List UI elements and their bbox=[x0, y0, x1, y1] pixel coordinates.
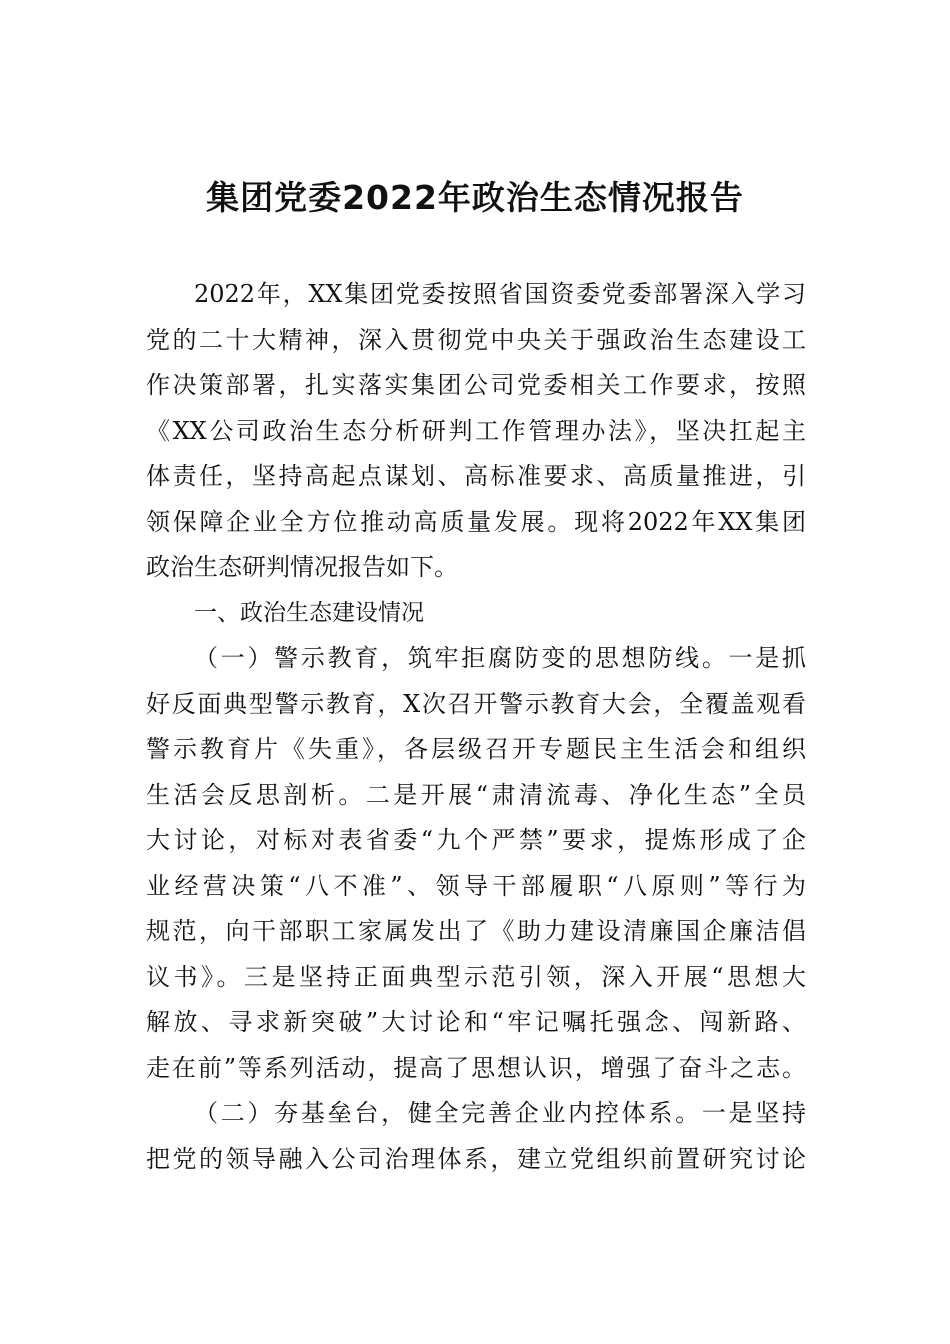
paragraph-line: 业经营决策“八不准”、领导干部履职“八原则”等行为 bbox=[146, 871, 806, 900]
paragraph-line: （一）警示教育，筑牢拒腐防变的思想防线。一是抓 bbox=[194, 644, 806, 672]
paragraph-line: 政治生态研判情况报告如下。 bbox=[146, 553, 458, 581]
document-title: 集团党委2022年政治生态情况报告 bbox=[206, 178, 744, 217]
paragraph-line: 走在前”等系列活动，提高了思想认识，增强了奋斗之志。 bbox=[146, 1053, 806, 1082]
paragraph-line: 2022年，XX集团党委按照省国资委党委部署深入学习 bbox=[194, 280, 806, 308]
paragraph-line: 党的二十大精神，深入贯彻党中央关于强政治生态建设工 bbox=[146, 325, 806, 354]
document-body bbox=[146, 272, 806, 1182]
paragraph-line: 警示教育片《失重》，各层级召开专题民主生活会和组织 bbox=[146, 735, 806, 763]
paragraph-line: 作决策部署，扎实落实集团公司党委相关工作要求，按照 bbox=[146, 371, 806, 399]
paragraph-line: 解放、寻求新突破”大讨论和“牢记嘱托强念、闯新路、 bbox=[146, 1008, 806, 1036]
paragraph-line: 把党的领导融入公司治理体系，建立党组织前置研究讨论 bbox=[146, 1144, 806, 1173]
paragraph-line: 《XX公司政治生态分析研判工作管理办法》，坚决扛起主 bbox=[146, 416, 806, 445]
paragraph-line: 议书》。三是坚持正面典型示范引领，深入开展“思想大 bbox=[146, 962, 806, 991]
paragraph-line: 领保障企业全方位推动高质量发展。现将2022年XX集团 bbox=[146, 507, 806, 536]
paragraph-line: 大讨论，对标对表省委“九个严禁”要求，提炼形成了企 bbox=[146, 826, 806, 854]
paragraph-line: 好反面典型警示教育，X次召开警示教育大会，全覆盖观看 bbox=[146, 689, 806, 718]
section-heading: 一、政治生态建设情况 bbox=[194, 599, 424, 626]
paragraph-line: 生活会反思剖析。二是开展“肃清流毒、净化生态”全员 bbox=[146, 780, 806, 809]
paragraph-line: 体责任，坚持高起点谋划、高标准要求、高质量推进，引 bbox=[146, 462, 806, 490]
paragraph-line: 规范，向干部职工家属发出了《助力建设清廉国企廉洁倡 bbox=[146, 917, 806, 945]
paragraph-line: （二）夯基垒台，健全完善企业内控体系。一是坚持 bbox=[194, 1099, 806, 1127]
